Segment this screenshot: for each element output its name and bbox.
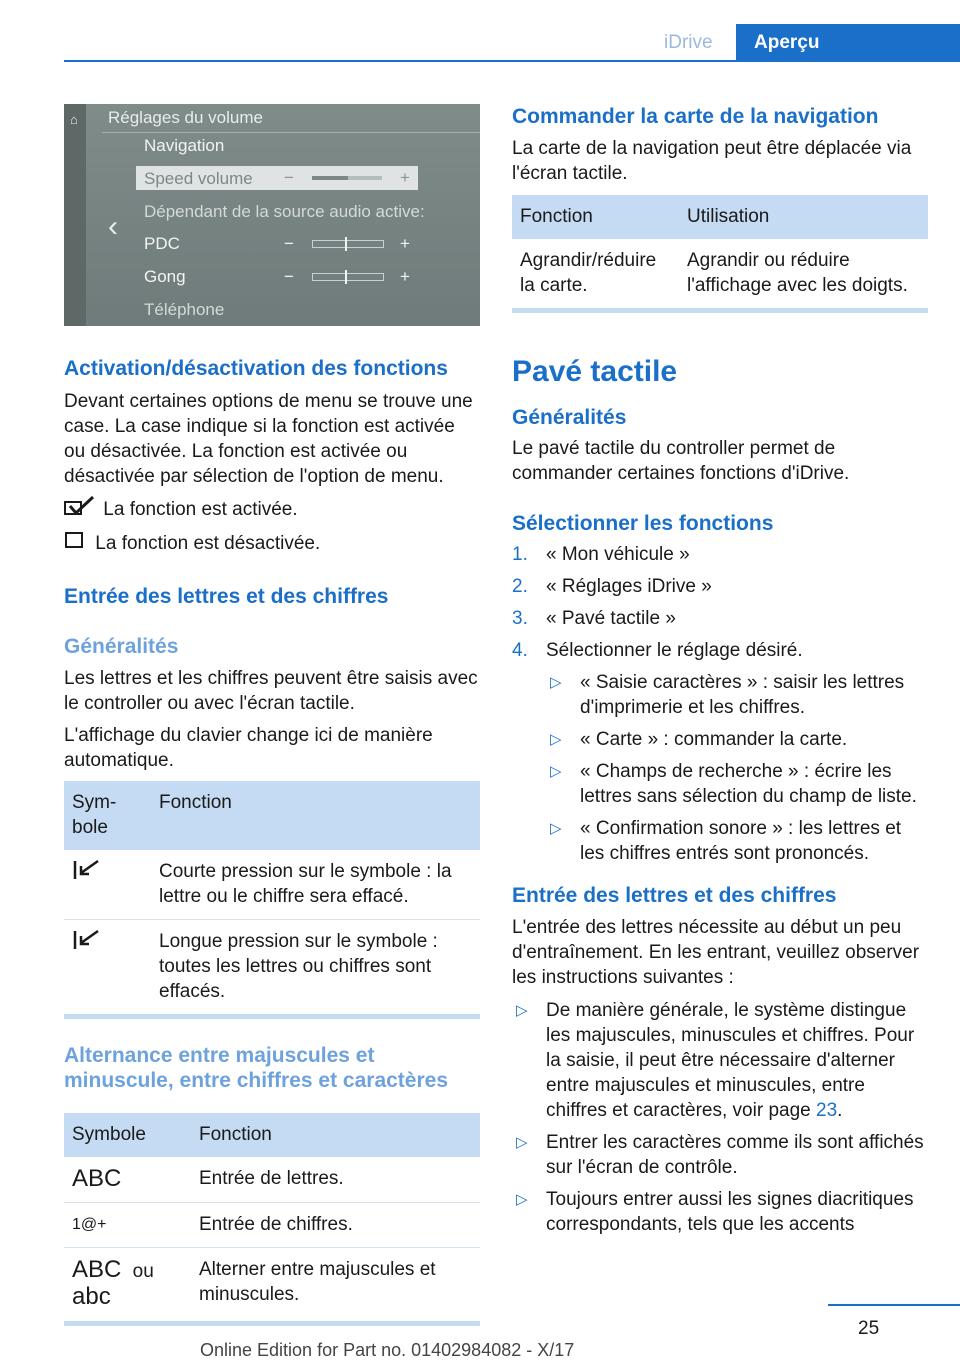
triangle-bullet-icon: ▷ xyxy=(516,1191,528,1208)
screen-title: Réglages du volume xyxy=(108,108,263,127)
list-item xyxy=(512,1187,928,1237)
list-item xyxy=(546,816,928,866)
entry-p2: L'affichage du clavier change ici de manière automatique. xyxy=(64,725,433,771)
alternance-table xyxy=(64,1113,480,1321)
pave-subheading: Généralités xyxy=(512,406,627,429)
alternance-header-symbol: Symbole xyxy=(64,1113,191,1157)
page-23-link[interactable]: 23 xyxy=(816,1100,838,1121)
step-number: 1. xyxy=(512,544,528,565)
triangle-bullet-icon: ▷ xyxy=(550,731,562,748)
step-text: « Mon véhicule » xyxy=(546,544,690,565)
list-item xyxy=(512,998,928,1123)
minus-icon: − xyxy=(284,168,294,187)
delete-arrow-icon xyxy=(72,859,102,881)
or-text: ou xyxy=(132,1261,154,1282)
triangle-bullet-icon: ▷ xyxy=(550,763,562,780)
alternance-header-function: Fonction xyxy=(191,1113,480,1157)
select-steps xyxy=(512,542,928,866)
carte-heading: Commander la carte de la navigation xyxy=(512,105,879,128)
lowercase-abc-icon: abc xyxy=(72,1283,111,1310)
list-item xyxy=(512,542,928,567)
list-item xyxy=(512,606,928,631)
minus-icon: − xyxy=(284,234,294,253)
step-text: Sélectionner le réglage désiré. xyxy=(546,640,803,661)
footer-rule xyxy=(828,1304,960,1306)
screen-item-pdc: PDC xyxy=(144,234,180,253)
alternance-table-bottom-rule xyxy=(64,1321,480,1326)
triangle-bullet-icon: ▷ xyxy=(516,1134,528,1151)
screen-item-dependant: Dépendant de la source audio active: xyxy=(144,202,425,221)
delete-short-text: Courte pression sur le symbole : la lettre ou le chiffre sera effacé. xyxy=(151,850,480,920)
carte-header-usage: Utilisation xyxy=(679,195,928,239)
sub-option-text: « Champs de recherche » : écrire les lettres sans sélection du champ de liste. xyxy=(580,761,917,807)
sub-option-text: « Confirmation sonore » : les lettres et les chiffres entrés sont prononcés. xyxy=(580,818,902,864)
screen-item-gong: Gong xyxy=(144,267,186,286)
speed-slider xyxy=(312,176,382,180)
screen-sidebar xyxy=(64,104,86,326)
speed-slider-fill xyxy=(312,176,348,180)
bullet-text: De manière générale, le système distingue les majuscules, minuscules et chiffres. Pour la saisie, il peut être nécessaire d'alterner entre majuscules et minuscules, entre chiffres et caractères, voir page xyxy=(546,1000,915,1121)
delete-table-header-symbol: Sym-bole xyxy=(64,781,151,850)
sub-option-text: « Saisie caractères » : saisir les lettres d'imprimerie et les chiffres. xyxy=(580,672,905,718)
header-rule xyxy=(64,60,960,62)
entry-p1: Les lettres et les chiffres peuvent être saisis avec le controller ou avec l'écran tactile. xyxy=(64,668,478,714)
case-toggle-symbol-cell xyxy=(64,1248,191,1322)
activation-on-line xyxy=(64,496,480,523)
step-number: 4. xyxy=(512,640,528,661)
step-number: 3. xyxy=(512,608,528,629)
minus-icon: − xyxy=(284,267,294,286)
activation-off-line xyxy=(64,530,480,557)
bullet-text: Toujours entrer aussi les signes diacritiques correspondants, tels que les accents xyxy=(546,1189,914,1235)
screen-title-rule xyxy=(102,132,480,133)
activation-heading: Activation/désactivation des fonctions xyxy=(64,357,448,380)
list-item xyxy=(546,670,928,720)
carte-header-function: Fonction xyxy=(512,195,679,239)
activation-body: Devant certaines options de menu se trouve une case. La case indique si la fonction est activée ou désactivée. La fonction est activée ou désactivée par sélection de l'option de menu. xyxy=(64,391,473,487)
alternance-row-numbers: Entrée de chiffres. xyxy=(191,1203,480,1248)
step-number: 2. xyxy=(512,576,528,597)
delete-long-text: Longue pression sur le symbole : toutes les lettres ou chiffres sont effacés. xyxy=(159,931,438,1002)
plus-icon: + xyxy=(400,234,410,253)
list-item xyxy=(512,574,928,599)
entry2-bullets xyxy=(512,998,928,1237)
carte-cell-usage: Agrandir ou réduire l'affichage avec les doigts. xyxy=(687,250,908,296)
delete-symbol-cell xyxy=(64,850,151,920)
screen-item-speed-volume: Speed volume xyxy=(144,169,253,188)
delete-arrow-icon xyxy=(72,929,102,951)
alternance-row-toggle: Alterner entre majuscules et minuscules. xyxy=(199,1259,436,1305)
list-item xyxy=(546,759,928,809)
delete-table xyxy=(64,781,480,1014)
pdc-slider xyxy=(312,240,384,248)
pave-body: Le pavé tactile du controller permet de commander certaines fonctions d'iDrive. xyxy=(512,438,850,484)
screen-item-telephone: Téléphone xyxy=(144,300,225,319)
screen-item-navigation: Navigation xyxy=(144,136,225,155)
footer-edition: Online Edition for Part no. 01402984082 - X/17 xyxy=(200,1340,575,1360)
gong-slider-knob xyxy=(345,270,347,284)
activation-off-text: La fonction est désactivée. xyxy=(95,532,321,554)
header-section: iDrive xyxy=(664,32,713,53)
step-text: « Pavé tactile » xyxy=(546,608,676,629)
uppercase-abc-icon: ABC xyxy=(64,1157,191,1203)
list-item xyxy=(512,1130,928,1180)
right-column xyxy=(512,104,928,1244)
select-heading: Sélectionner les fonctions xyxy=(512,512,774,535)
empty-box-icon xyxy=(64,530,86,557)
carte-table-bottom-rule xyxy=(512,308,928,313)
activation-on-text: La fonction est activée. xyxy=(103,498,298,520)
entry2-body: L'entrée des lettres nécessite au début un peu d'entraînement. En les entrant, veuillez observer les instructions suivantes : xyxy=(512,917,920,988)
page-number: 25 xyxy=(858,1318,880,1339)
back-chevron-icon: ‹ xyxy=(108,210,118,243)
gong-slider xyxy=(312,273,384,281)
pdc-slider-knob xyxy=(345,237,347,251)
alternance-heading: Alternance entre majuscules et minuscule, entre chiffres et caractères xyxy=(64,1044,449,1092)
carte-table xyxy=(512,195,928,308)
numbers-symbol-icon: 1@+ xyxy=(64,1203,191,1248)
delete-symbol-cell xyxy=(64,920,151,1015)
bullet-text: Entrer les caractères comme ils sont affichés sur l'écran de contrôle. xyxy=(546,1132,924,1178)
bullet-end: . xyxy=(837,1100,843,1121)
alternance-row-letters: Entrée de lettres. xyxy=(191,1157,480,1203)
carte-body: La carte de la navigation peut être déplacée via l'écran tactile. xyxy=(512,138,912,184)
list-item xyxy=(546,727,928,752)
left-column xyxy=(64,356,480,1326)
sub-option-text: « Carte » : commander la carte. xyxy=(580,729,848,750)
triangle-bullet-icon: ▷ xyxy=(550,674,562,691)
entry-subheading: Généralités xyxy=(64,635,179,658)
list-item xyxy=(512,638,928,866)
pave-title: Pavé tactile xyxy=(512,355,678,388)
plus-icon: + xyxy=(400,267,410,286)
triangle-bullet-icon: ▷ xyxy=(550,820,562,837)
uppercase-abc-icon: ABC xyxy=(72,1256,122,1283)
sub-options xyxy=(546,670,928,866)
entry2-heading: Entrée des lettres et des chiffres xyxy=(512,884,837,907)
delete-table-bottom-rule xyxy=(64,1014,480,1019)
checked-box-icon xyxy=(64,496,96,523)
carte-cell-function: Agrandir/réduire la carte. xyxy=(520,250,657,296)
volume-settings-screenshot xyxy=(64,104,480,326)
entry-heading: Entrée des lettres et des chiffres xyxy=(64,585,389,608)
delete-table-header-function: Fonction xyxy=(151,781,480,850)
header-tab: Aperçu xyxy=(736,24,960,62)
plus-icon: + xyxy=(400,168,410,187)
triangle-bullet-icon: ▷ xyxy=(516,1002,528,1019)
home-icon: ⌂ xyxy=(70,112,78,127)
step-text: « Réglages iDrive » xyxy=(546,576,712,597)
